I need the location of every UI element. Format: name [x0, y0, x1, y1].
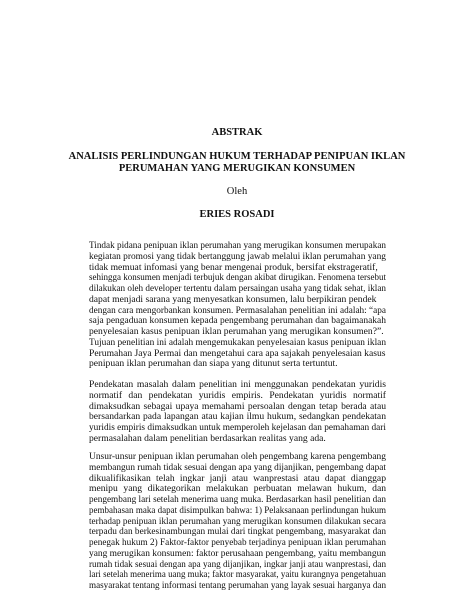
paragraph-line: rumah tidak sesuai dengan apa yang dijanjikan, ingkar janji atau wanprestasi, dan	[89, 558, 386, 570]
paragraph-1	[89, 241, 386, 370]
paragraph-line: Perumahan Jaya Permai dan mengetahui cara apa sajakah penyelesaian kasus	[89, 347, 386, 359]
paragraph-line: saja pengaduan konsumen kepada pengembang perumahan dan bagaimanakah	[89, 315, 386, 327]
paragraph-line: permasalahan dalam penelitian berdasarkan realitas yang ada.	[89, 432, 326, 444]
paragraph-line: yuridis empiris dimaksudkan untuk memperoleh kejelasan dan pemahaman dari	[89, 422, 386, 433]
paragraph-line: dimaksudkan sebagai upaya memahami persoalan dengan tetap berada atau	[89, 400, 386, 412]
by-label: Oleh	[226, 186, 248, 197]
paragraph-line: dikualifikasikan telah ingkar janji atau wanprestasi atau dapat dianggap	[89, 472, 386, 484]
paragraph-3	[89, 452, 386, 592]
paragraph-2	[89, 380, 386, 445]
paragraph-line: menipu yang dikategorikan melakukan perbuatan melawan hukum, dan	[89, 483, 386, 495]
paragraph-line: bersandarkan pada lapangan atau kajian ilmu hukum, sedangkan pendekatan	[89, 411, 386, 423]
abstract-heading: ABSTRAK	[211, 127, 263, 138]
paragraph-line: Unsur-unsur penipuan iklan perumahan oleh pengembang karena pengembang	[89, 451, 386, 462]
paragraph-line: yang merugikan konsumen: faktor perusahaan pengembang, yaitu membangun	[89, 547, 386, 559]
paragraph-line: kegiatan promosi yang tidak bertanggung jawab melalui iklan perumahan yang	[89, 250, 386, 262]
paragraph-line: penipuan iklan perumahan dan siapa yang ditunut serta tertuntut.	[89, 358, 338, 370]
author-name: ERIES ROSADI	[199, 209, 275, 220]
paragraph-line: dengan cara mengorbankan konsumen. Permasalahan penelitian ini adalah: “apa	[89, 304, 386, 316]
paragraph-line: Tujuan penelitian ini adalah mengemukakan penyelesaian kasus penipuan iklan	[89, 336, 386, 348]
paragraph-line: terhadap penipuan iklan perumahan yang merugikan konsumen dilakukan secara	[89, 515, 386, 527]
paragraph-line: Pendekatan masalah dalam penelitian ini menggunakan pendekatan yuridis	[89, 379, 386, 390]
paragraph-line: dilakukan oleh developer tertentu dalam persaingan usaha yang tidak sehat, iklan	[89, 283, 386, 294]
paragraph-line: sehingga konsumen menjadi terbujuk dengan akibat dirugikan. Fenomena tersebut	[89, 272, 386, 284]
paragraph-line: penegak hukum 2) Faktor-faktor penyebab terjadinya penipuan iklan perumahan	[89, 537, 386, 548]
paragraph-line: terpadu dan berkesinambungan mulai dari tingkat pengembang, masyarakat dan	[89, 526, 386, 538]
paragraph-line: normatif dan pendekatan yuridis empiris. Pendekatan yuridis normatif	[89, 389, 386, 401]
paragraph-line: masyarakat tentang informasi tentang perumahan yang layak sesuai harganya dan	[89, 580, 386, 591]
paragraph-line: Tindak pidana penipuan iklan perumahan yang merugikan konsumen merupakan	[89, 240, 386, 251]
paragraph-line: membangun rumah tidak sesuai dengan apa yang dijanjikan, pengembang dapat	[89, 461, 386, 473]
paragraph-line: lari setelah menerima uang muka; faktor masyarakat, yaitu kurangnya pengetahuan	[89, 569, 386, 581]
paragraph-line: dapat menjadi sarana yang menyesatkan konsumen, lalu berpikiran pendek	[89, 293, 377, 305]
paragraph-line: tidak memuat infomasi yang benar mengenai produk, bersifat ekstrageratif,	[89, 261, 378, 273]
title-line-2: PERUMAHAN YANG MERUGIKAN KONSUMEN	[118, 163, 356, 174]
title-line-1: ANALISIS PERLINDUNGAN HUKUM TERHADAP PENIPUAN IKLAN	[68, 151, 406, 162]
paragraph-line: penyelesaian kasus penipuan iklan perumahan yang merugikan konsumen?”.	[89, 326, 384, 337]
paragraph-line: pembahasan maka dapat disimpulkan bahwa: 1) Pelaksanaan perlindungan hukum	[89, 504, 386, 516]
paragraph-line: pengembang lari setelah menerima uang muka. Berdasarkan hasil penelitian dan	[89, 494, 386, 505]
